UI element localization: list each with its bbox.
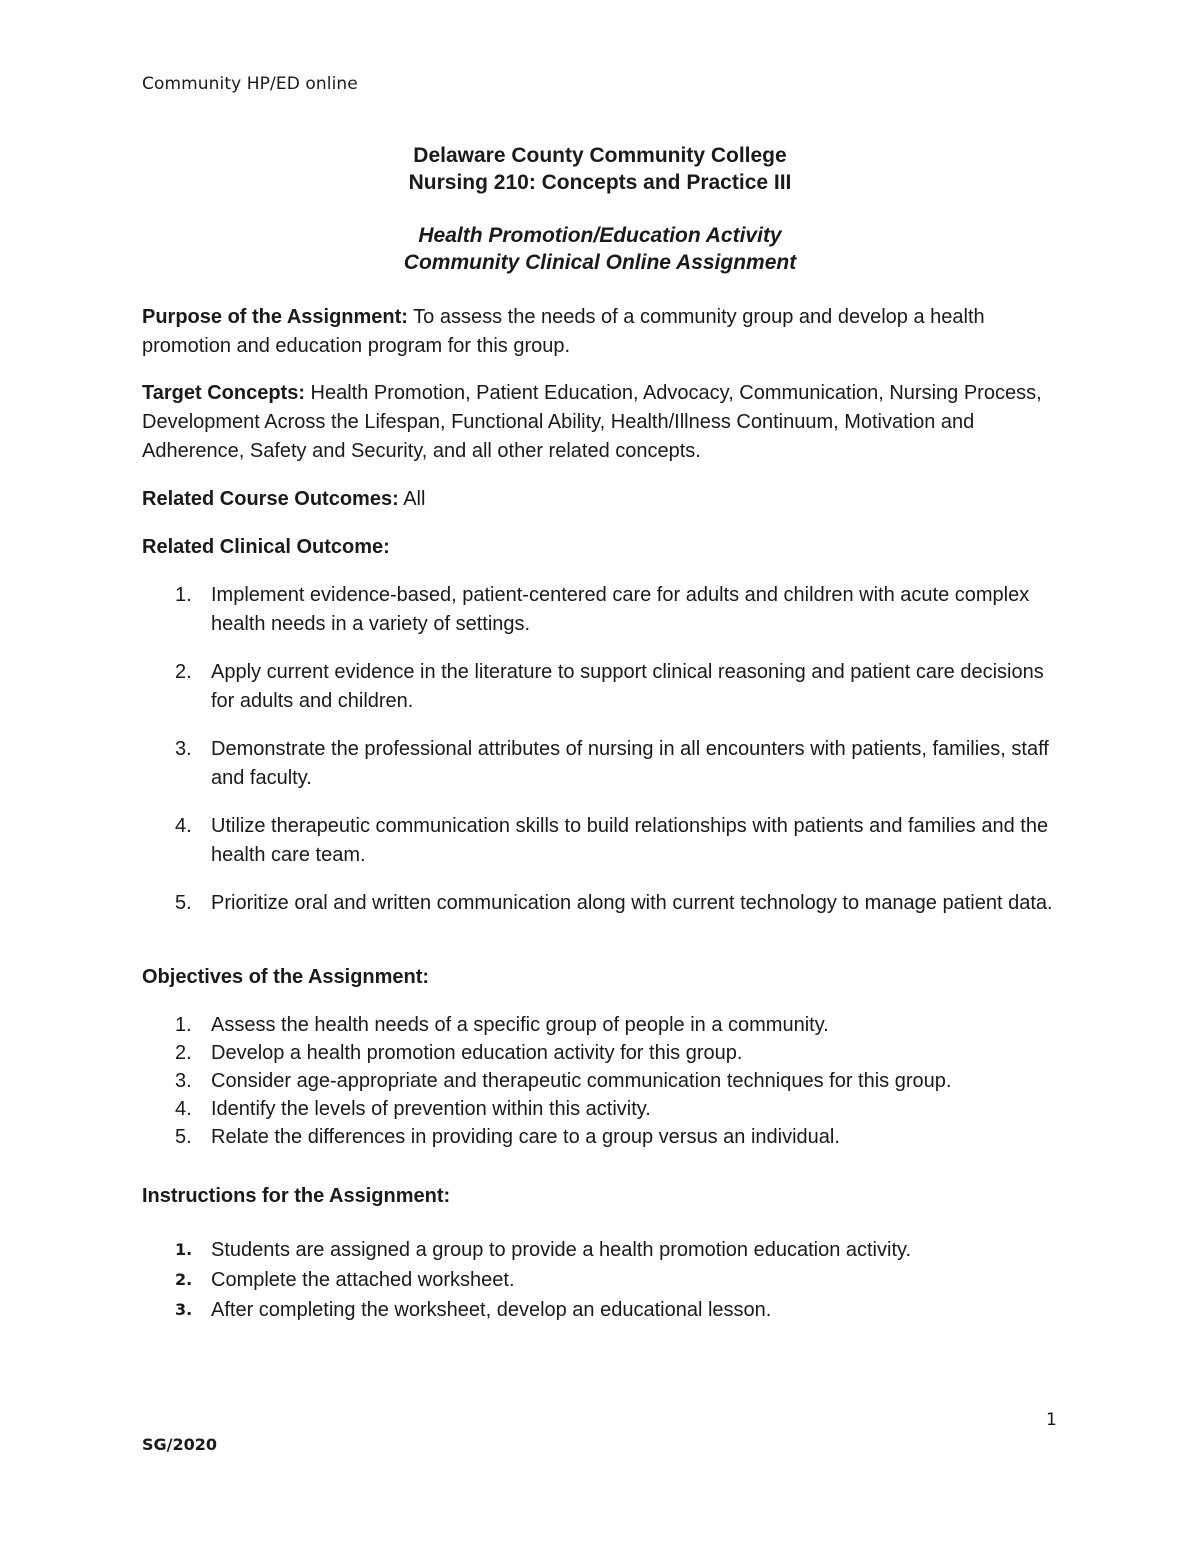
list-item-text: Students are assigned a group to provide a health promotion education activity. — [211, 1239, 912, 1261]
list-number: 5. — [175, 892, 192, 914]
course-outcomes-label: Related Course Outcomes: — [142, 488, 399, 510]
list-item — [142, 1011, 1062, 1039]
clinical-outcome-heading — [142, 533, 1062, 562]
course-outcomes-section — [142, 485, 1062, 514]
list-number: 3. — [175, 1070, 192, 1092]
footer-code: SG/2020 — [142, 1435, 218, 1454]
list-item — [142, 1295, 1062, 1325]
activity-name: Health Promotion/Education Activity — [418, 224, 782, 247]
list-number: 2. — [175, 1042, 192, 1064]
list-item-text: Assess the health needs of a specific group of people in a community. — [211, 1014, 829, 1036]
objectives-list — [142, 1011, 1062, 1151]
target-concepts-section — [142, 379, 1062, 466]
list-number: 3. — [175, 1300, 193, 1319]
target-concepts-label: Target Concepts: — [142, 382, 305, 404]
objectives-label: Objectives of the Assignment: — [142, 966, 430, 988]
list-number: 4. — [175, 815, 192, 837]
instructions-label: Instructions for the Assignment: — [142, 1185, 451, 1207]
instructions-list — [142, 1235, 1062, 1325]
list-item-text: Develop a health promotion education activity for this group. — [211, 1042, 743, 1064]
list-item-text: Demonstrate the professional attributes of nursing in all encounters with patients, families, staff and faculty. — [211, 738, 1049, 789]
list-item — [142, 889, 1062, 918]
list-item-text: Identify the levels of prevention within this activity. — [211, 1098, 651, 1120]
course-outcomes-text: All — [403, 488, 426, 510]
list-item-text: Relate the differences in providing care to a group versus an individual. — [211, 1126, 840, 1148]
document-title — [0, 142, 1200, 196]
list-item — [142, 658, 1062, 716]
list-item-text: Implement evidence-based, patient-centered care for adults and children with acute complex health needs in a variety of settings. — [211, 584, 1030, 635]
list-item — [142, 1123, 1062, 1151]
list-number: 3. — [175, 738, 192, 760]
objectives-heading — [142, 963, 1062, 992]
list-number: 4. — [175, 1098, 192, 1120]
purpose-text: To assess the needs of a community group and develop a health promotion and education program for this group. — [142, 306, 985, 357]
list-item-text: After completing the worksheet, develop an educational lesson. — [211, 1299, 772, 1321]
list-item — [142, 1235, 1062, 1265]
list-item — [142, 812, 1062, 870]
list-number: 1. — [175, 1240, 193, 1259]
page-number: 1 — [1046, 1410, 1057, 1430]
institution-name: Delaware County Community College — [413, 144, 787, 167]
purpose-section — [142, 303, 1062, 361]
list-item-text: Apply current evidence in the literature to support clinical reasoning and patient care decisions for adults and children. — [211, 661, 1044, 712]
list-item — [142, 1265, 1062, 1295]
list-item-text: Utilize therapeutic communication skills to build relationships with patients and families and the health care team. — [211, 815, 1049, 866]
list-item-text: Prioritize oral and written communication along with current technology to manage patient data. — [211, 892, 1053, 914]
clinical-outcome-label: Related Clinical Outcome: — [142, 536, 390, 558]
list-item — [142, 581, 1062, 639]
clinical-outcome-list — [142, 581, 1062, 937]
list-number: 1. — [175, 1014, 192, 1036]
list-number: 5. — [175, 1126, 192, 1148]
document-subtitle — [0, 222, 1200, 276]
list-item-text: Consider age-appropriate and therapeutic communication techniques for this group. — [211, 1070, 952, 1092]
list-item-text: Complete the attached worksheet. — [211, 1269, 515, 1291]
purpose-label: Purpose of the Assignment: — [142, 306, 408, 328]
list-number: 1. — [175, 584, 192, 606]
list-number: 2. — [175, 661, 192, 683]
instructions-heading — [142, 1182, 1062, 1211]
list-item — [142, 1039, 1062, 1067]
list-number: 2. — [175, 1270, 193, 1289]
list-item — [142, 1095, 1062, 1123]
running-head: Community HP/ED online — [142, 74, 358, 94]
target-concepts-text: Health Promotion, Patient Education, Advocacy, Communication, Nursing Process, Development Across the Lifespan, Functional Ability, Health/Illness Continuum, Motivation and Adherence, Safety and Security, and all other related concepts. — [142, 382, 1042, 462]
course-name: Nursing 210: Concepts and Practice III — [408, 171, 792, 194]
list-item — [142, 735, 1062, 793]
assignment-name: Community Clinical Online Assignment — [403, 251, 797, 274]
list-item — [142, 1067, 1062, 1095]
